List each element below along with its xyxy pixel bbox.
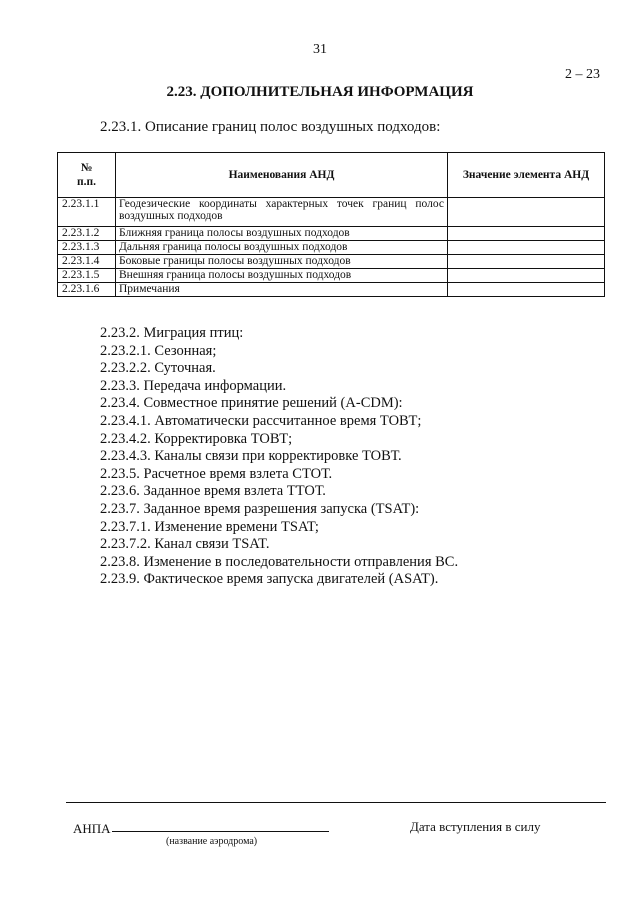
table-row — [58, 198, 605, 227]
footer-divider — [66, 802, 606, 803]
header-num — [58, 153, 116, 198]
approach-boundaries-table — [57, 152, 605, 297]
list-item: 2.23.2.2. Суточная. — [100, 360, 216, 377]
list-item: 2.23.7. Заданное время разрешения запуска (TSAT): — [100, 500, 420, 517]
row-name: Внешняя граница полосы воздушных подходов — [116, 269, 448, 283]
footer-aerodrome-label: АНПА — [73, 821, 111, 836]
row-value — [448, 227, 605, 241]
list-item: 2.23.7.2. Канал связи TSAT. — [100, 536, 270, 553]
footer-aerodrome-caption: (название аэродрома) — [166, 836, 258, 847]
list-item: 2.23.9. Фактическое время запуска двигателей (ASAT). — [100, 571, 439, 588]
footer-effective-date-label: Дата вступления в силу — [410, 819, 541, 834]
list-item: 2.23.2.1. Сезонная; — [100, 342, 217, 359]
row-value — [448, 255, 605, 269]
row-name: Геодезические координаты характерных точек границ полос воздушных подходов — [116, 198, 448, 227]
row-name: Боковые границы полосы воздушных подходов — [116, 255, 448, 269]
list-item: 2.23.4.3. Каналы связи при корректировке ТОВТ. — [100, 448, 402, 465]
row-num: 2.23.1.1 — [58, 198, 116, 227]
list-item: 2.23.4.1. Автоматически рассчитанное время ТОВТ; — [100, 412, 422, 429]
row-num: 2.23.1.4 — [58, 255, 116, 269]
footer-aerodrome-name-line — [112, 831, 329, 832]
list-item: 2.23.4. Совместное принятие решений (A-CDM): — [100, 395, 403, 412]
list-item: 2.23.5. Расчетное время взлета СТОТ. — [100, 465, 333, 482]
row-name: Ближняя граница полосы воздушных подходов — [116, 227, 448, 241]
row-value — [448, 283, 605, 297]
list-item: 2.23.7.1. Изменение времени TSAT; — [100, 518, 319, 535]
row-value — [448, 198, 605, 227]
row-num: 2.23.1.5 — [58, 269, 116, 283]
row-num: 2.23.1.3 — [58, 241, 116, 255]
header-num-line1: № — [80, 161, 93, 174]
header-num-line2: п.п. — [76, 176, 96, 188]
info-items-list — [100, 325, 458, 589]
table-row — [58, 283, 605, 297]
row-name: Дальняя граница полосы воздушных подходов — [116, 241, 448, 255]
list-item: 2.23.2. Миграция птиц: — [100, 325, 244, 341]
row-value — [448, 241, 605, 255]
list-item: 2.23.6. Заданное время взлета ТТОТ. — [100, 483, 326, 500]
page-number: 31 — [313, 42, 327, 57]
row-num: 2.23.1.2 — [58, 227, 116, 241]
row-value — [448, 269, 605, 283]
table-row — [58, 241, 605, 255]
list-item: 2.23.3. Передача информации. — [100, 377, 287, 394]
row-name: Примечания — [116, 283, 448, 297]
list-item: 2.23.4.2. Корректировка ТОВТ; — [100, 430, 293, 447]
header-value: Значение элемента АНД — [448, 153, 605, 198]
header-name: Наименования АНД — [116, 153, 448, 198]
table-row — [58, 255, 605, 269]
page-code: 2 – 23 — [565, 67, 600, 82]
section-title: 2.23. ДОПОЛНИТЕЛЬНАЯ ИНФОРМАЦИЯ — [166, 84, 474, 100]
table-header-row — [58, 153, 605, 198]
row-num: 2.23.1.6 — [58, 283, 116, 297]
table-row — [58, 269, 605, 283]
table-caption: 2.23.1. Описание границ полос воздушных подходов: — [100, 119, 441, 135]
list-item: 2.23.8. Изменение в последовательности отправления ВС. — [100, 553, 459, 570]
table-row — [58, 227, 605, 241]
